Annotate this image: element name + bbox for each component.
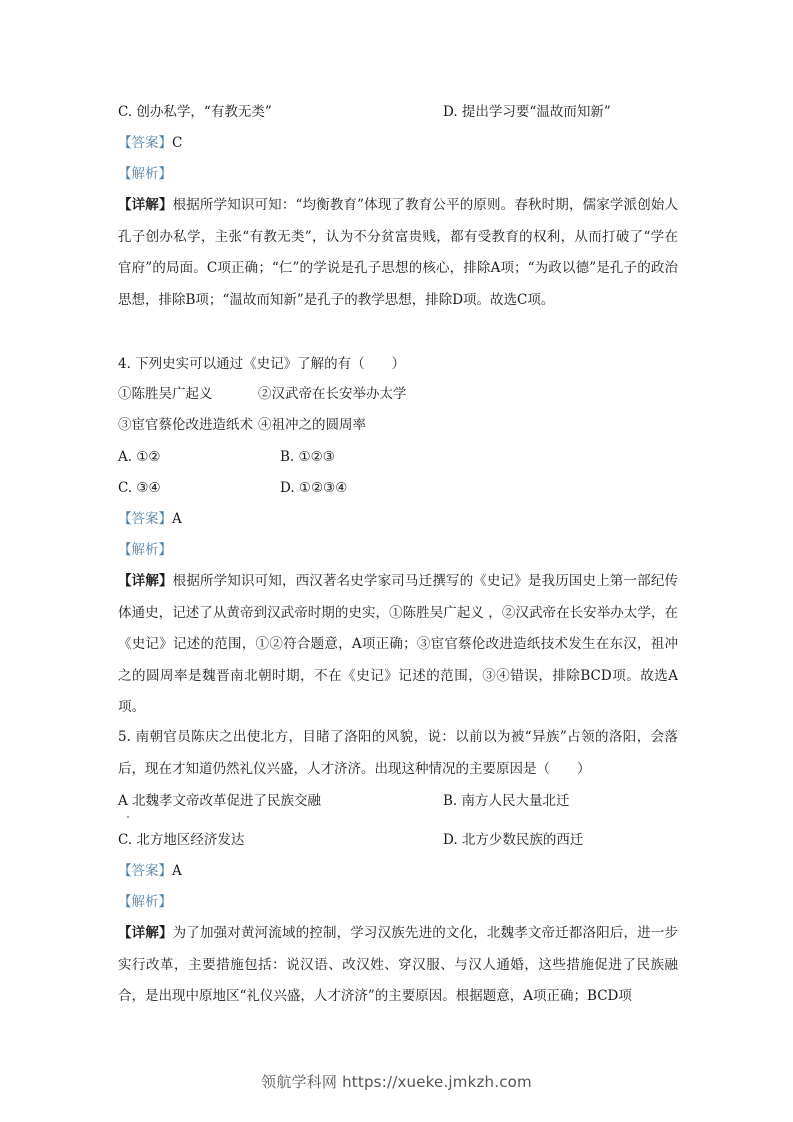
- detail-tag: 【详解】: [118, 573, 173, 589]
- q5-option-c: C. 北方地区经济发达: [118, 832, 245, 848]
- answer-value: A: [172, 863, 182, 879]
- q4-item-2: ②汉武帝在长安举办太学: [258, 386, 407, 402]
- analysis-tag: 【解析】: [118, 166, 172, 182]
- q5-detail: [118, 918, 678, 1013]
- stray-mark: [127, 816, 129, 818]
- q4-analysis-tag: [118, 540, 172, 560]
- q5-option-d: D. 北方少数民族的西迁: [443, 832, 584, 848]
- detail-tag: 【详解】: [118, 925, 173, 941]
- q4-option-a: A. ①②: [118, 449, 161, 465]
- q3-detail: [118, 190, 678, 316]
- analysis-tag: 【解析】: [118, 894, 172, 910]
- q5-option-b: B. 南方人民大量北迁: [443, 793, 570, 809]
- detail-text: 根据所学知识可知：“均衡教育”体现了教育公平的原则。春秋时期，儒家学派创始人孔子创办私学，主张“有教无类”，认为不分贫富贵贱，都有受教育的权利，从而打破了“学在官府”的局面。C项正确；“仁”的学说是孔子思想的核心，排除A项；“为政以德”是孔子的政治思想，排除B项；“温故而知新”是孔子的教学思想，排除D项。故选C项。: [118, 197, 678, 308]
- answer-value: C: [172, 135, 183, 151]
- q4-item-4: ④祖冲之的圆周率: [258, 417, 366, 433]
- answer-value: A: [172, 511, 182, 527]
- q4-stem: 4. 下列史实可以通过《史记》了解的有（ ）: [118, 356, 406, 372]
- q5-analysis-tag: [118, 892, 172, 912]
- answer-tag: 【答案】: [118, 135, 172, 151]
- q5-option-a: A 北魏孝文帝改革促进了民族交融: [118, 793, 322, 809]
- analysis-tag: 【解析】: [118, 542, 172, 558]
- detail-text: 根据所学知识可知，西汉著名史学家司马迁撰写的《史记》是我历国史上第一部纪传体通史，记述了从黄帝到汉武帝时期的史实，①陈胜吴广起义 ，②汉武帝在长安举办太学，在《史记》记述的范围，①②符合题意，A项正确；③宦官蔡伦改进造纸技术发生在东汉，祖冲之的圆周率是魏晋南北朝时期，不在《史记》记述的范围，③④错误，排除BCD项。故选A项。: [118, 573, 679, 715]
- q4-detail: [118, 566, 678, 724]
- q5-answer: [118, 861, 182, 881]
- q5-stem: 5. 南朝官员陈庆之出使北方，目睹了洛阳的风貌，说：以前以为被“异族”占领的洛阳，会落后，现在才知道仍然礼仪兴盛，人才济济。出现这种情况的主要原因是（ ）: [118, 729, 678, 777]
- footer-watermark: 领航学科网 https://xueke.jmkzh.com: [261, 1073, 532, 1091]
- detail-tag: 【详解】: [118, 197, 173, 213]
- q3-option-c: C. 创办私学，“有教无类”: [118, 104, 272, 120]
- q4-option-d: D. ①②③④: [280, 480, 348, 496]
- q3-analysis-tag: [118, 164, 172, 184]
- answer-tag: 【答案】: [118, 511, 172, 527]
- q4-answer: [118, 509, 182, 529]
- q3-answer: [118, 133, 182, 153]
- q4-item-1: ①陈胜吴广起义: [118, 386, 213, 402]
- q4-option-c: C. ③④: [118, 480, 161, 496]
- q4-option-b: B. ①②③: [280, 449, 335, 465]
- detail-text: 为了加强对黄河流域的控制，学习汉族先进的文化，北魏孝文帝迁都洛阳后，进一步实行改革，主要措施包括：说汉语、改汉姓、穿汉服、与汉人通婚，这些措施促进了民族融合，是出现中原地区“礼仪兴盛，人才济济”的主要原因。根据题意，A项正确；BCD项: [118, 925, 679, 1004]
- answer-tag: 【答案】: [118, 863, 172, 879]
- q4-item-3: ③宦官蔡伦改进造纸术: [118, 417, 253, 433]
- q3-option-d: D. 提出学习要“温故而知新”: [443, 104, 611, 120]
